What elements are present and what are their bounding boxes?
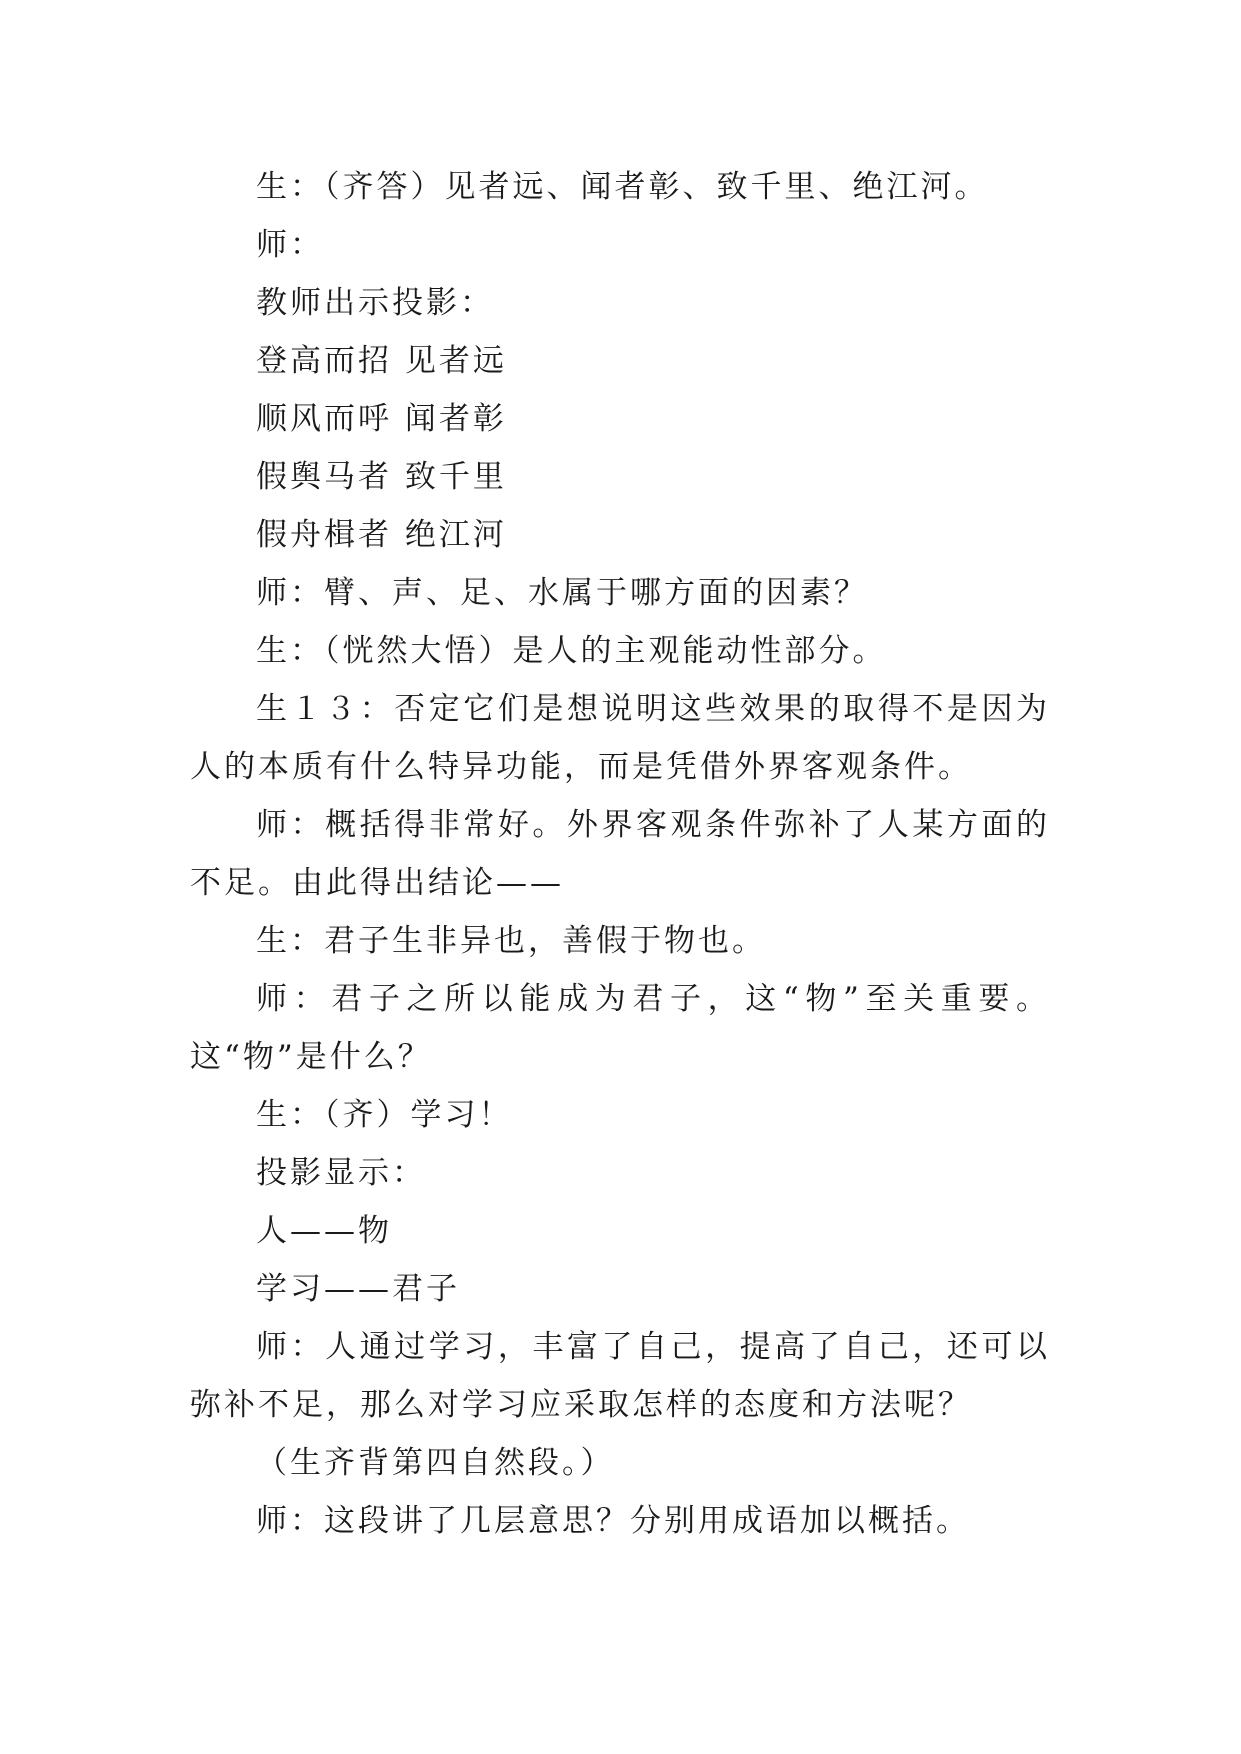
paragraph: 人——物 — [256, 1213, 392, 1249]
paragraph: 师：人通过学习，丰富了自己，提高了自己，还可以弥补不足，那么对学习应采取怎样的态度和方法呢？ — [190, 1329, 1050, 1423]
paragraph: 生：（齐答）见者远、闻者彰、致千里、绝江河。 — [256, 169, 989, 205]
document-body — [190, 158, 1050, 1550]
paragraph: 顺风而呼 闻者彰 — [256, 401, 507, 437]
paragraph: 投影显示： — [256, 1155, 426, 1191]
paragraph: 师：这段讲了几层意思？分别用成语加以概括。 — [256, 1503, 970, 1539]
paragraph: 假舟楫者 绝江河 — [256, 517, 507, 553]
paragraph: 生：（恍然大悟）是人的主观能动性部分。 — [256, 633, 887, 669]
paragraph: 师：臂、声、足、水属于哪方面的因素？ — [256, 575, 868, 611]
paragraph: 教师出示投影： — [256, 285, 494, 321]
paragraph: 生：君子生非异也，善假于物也。 — [256, 923, 766, 959]
paragraph: 登高而招 见者远 — [256, 343, 507, 379]
paragraph: 学习——君子 — [256, 1271, 460, 1307]
paragraph: 师：概括得非常好。外界客观条件弥补了人某方面的不足。由此得出结论—— — [190, 807, 1050, 901]
paragraph: 师：君子之所以能成为君子，这“物”至关重要。这“物”是什么？ — [190, 981, 1050, 1075]
paragraph: 假舆马者 致千里 — [256, 459, 507, 495]
paragraph: 师： — [256, 227, 324, 263]
paragraph: 生１３：否定它们是想说明这些效果的取得不是因为人的本质有什么特异功能，而是凭借外界客观条件。 — [190, 691, 1050, 785]
paragraph: （生齐背第四自然段。） — [256, 1445, 615, 1481]
paragraph: 生：（齐）学习！ — [256, 1097, 513, 1133]
